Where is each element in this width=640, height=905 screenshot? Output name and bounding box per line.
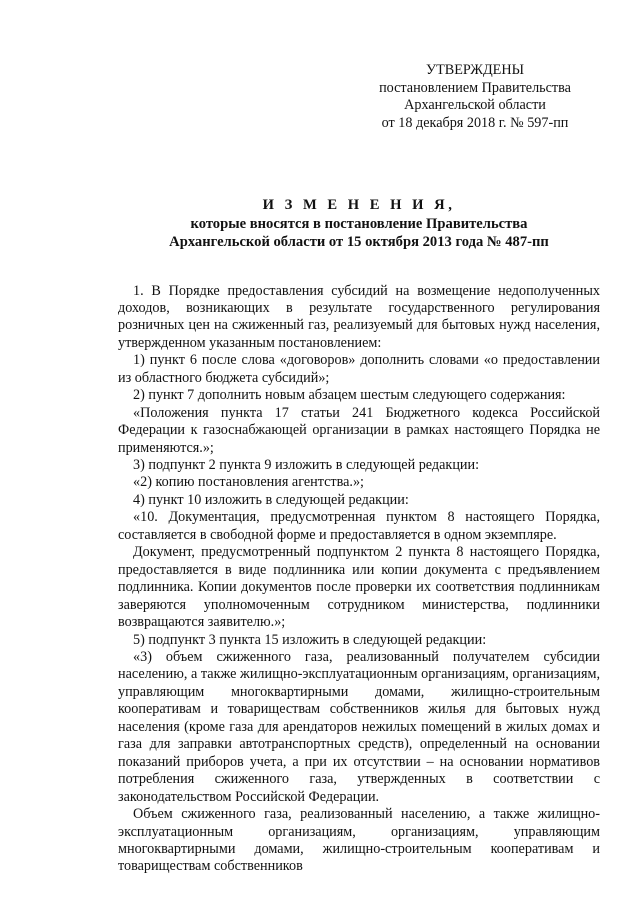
paragraph: 4) пункт 10 изложить в следующей редакции: [133,491,409,508]
paragraph: Объем сжиженного газа, реализованный населению, а также жилищно-эксплуатационным организациям, организациям, управляющим многоквартирными домами, жилищно-строительным кооперативам и товариществам собственников [118,806,600,875]
paragraph: 1) пункт 6 после слова «договоров» дополнить словами «о предоставлении из областного бюджета субсидий»; [118,352,600,386]
approval-title: УТВЕРЖДЕНЫ [426,62,524,78]
paragraph: «Положения пункта 17 статьи 241 Бюджетного кодекса Российской Федерации к газоснабжающей организации в рамках настоящего Порядка не применяются.»; [118,404,600,456]
approval-stamp [359,62,591,132]
approval-line-resolution: постановлением Правительства [379,79,571,96]
paragraph: «2) копию постановления агентства.»; [133,474,364,491]
approval-line-region: Архангельской области [404,97,546,113]
document-heading [118,196,600,252]
document-body [118,283,600,876]
paragraph: 1. В Порядке предоставления субсидий на возмещение недополученных доходов, возникающих в результате государственного регулирования розничных цен на сжиженный газ, реализуемый для бытовых нужд населения, утвержденном указанным постановлением: [118,282,600,351]
document-subtitle-line1: которые вносятся в постановление Правительства [190,215,528,232]
paragraph: 5) подпункт 3 пункта 15 изложить в следующей редакции: [133,631,487,648]
paragraph: «10. Документация, предусмотренная пунктом 8 настоящего Порядка, составляется в свободной форме и предоставляется в одном экземпляре. [118,509,600,543]
paragraph: «3) объем сжиженного газа, реализованный получателем субсидии населению, а также жилищно-эксплуатационным организациям, организациям, управляющим многоквартирными домами, жилищно-строительным кооперативам и товариществам собственников жилья для бытовых нужд населения (кроме газа для арендаторов нежилых помещений в жилых домах и газа для заправки автотранспортных средств), определенный на основании показаний приборов учета, а при их отсутствии – на основании нормативов потребления сжиженного газа, утвержденных в соответствии с законодательством Российской Федерации. [118,649,600,805]
paragraph: Документ, предусмотренный подпунктом 2 пункта 8 настоящего Порядка, предоставляется в виде подлинника или копии документа с предъявлением подлинника. Копии документов после проверки их соответствия подлинникам заверяются уполномоченным сотрудником министерства, подлинники возвращаются заявителю.»; [118,544,600,631]
document-subtitle-line2: Архангельской области от 15 октября 2013 года № 487-пп [169,234,549,250]
paragraph: 2) пункт 7 дополнить новым абзацем шестым следующего содержания: [133,387,566,404]
document-title: И З М Е Н Е Н И Я, [262,197,456,213]
paragraph: 3) подпункт 2 пункта 9 изложить в следующей редакции: [133,457,480,474]
approval-line-date: от 18 декабря 2018 г. № 597-пп [381,114,569,131]
